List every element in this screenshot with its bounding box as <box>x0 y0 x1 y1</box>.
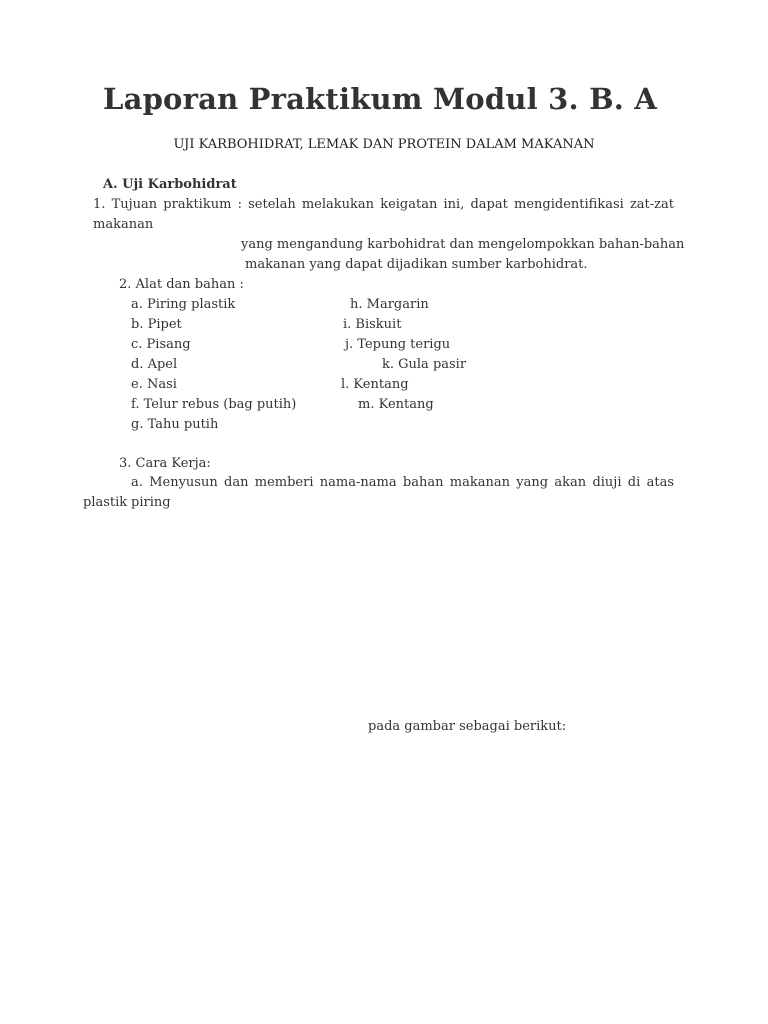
list-item: b. Pipet <box>131 317 182 332</box>
list-item: g. Tahu putih <box>131 417 219 432</box>
list-item: m. Kentang <box>358 397 434 412</box>
page-title: Laporan Praktikum Modul 3. B. A <box>103 82 658 116</box>
tujuan-line-2: makanan <box>93 217 154 232</box>
alat-heading: 2. Alat dan bahan : <box>119 277 244 292</box>
list-item: e. Nasi <box>131 377 177 392</box>
list-item: a. Piring plastik <box>131 297 236 312</box>
list-item: h. Margarin <box>350 297 429 312</box>
list-item: f. Telur rebus (bag putih) <box>131 397 297 412</box>
list-item: c. Pisang <box>131 337 191 352</box>
list-item: k. Gula pasir <box>382 357 467 372</box>
image-caption: pada gambar sebagai berikut: <box>368 719 567 734</box>
section-heading: A. Uji Karbohidrat <box>103 177 237 192</box>
cara-line-2: plastik <box>83 495 128 510</box>
cara-line-1: a. Menyusun dan memberi nama-nama bahan makanan yang akan diuji di atas piring <box>131 475 674 510</box>
page-subtitle: UJI KARBOHIDRAT, LEMAK DAN PROTEIN DALAM MAKANAN <box>173 137 595 152</box>
tujuan-line-1: 1. Tujuan praktikum : setelah melakukan keigatan ini, dapat mengidentifikasi zat-zat <box>93 197 674 212</box>
list-item: l. Kentang <box>341 377 409 392</box>
cara-heading: 3. Cara Kerja: <box>119 456 211 471</box>
tujuan-line-4: makanan yang dapat dijadikan sumber karbohidrat. <box>245 257 588 272</box>
tujuan-line-3: yang mengandung karbohidrat dan mengelompokkan bahan-bahan <box>241 237 685 252</box>
list-item: j. Tepung terigu <box>345 337 451 352</box>
list-item: d. Apel <box>131 357 178 372</box>
list-item: i. Biskuit <box>343 317 402 332</box>
